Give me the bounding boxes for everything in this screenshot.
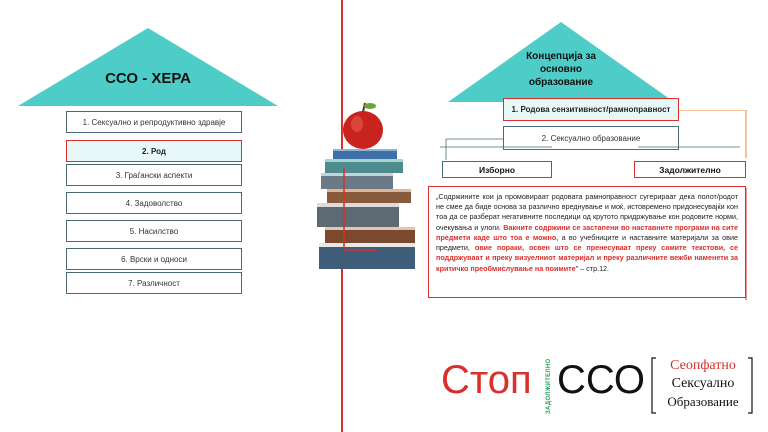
quote-citation: " – стр.12. (575, 263, 610, 273)
brand-line-2: Сексуално (671, 376, 735, 391)
quote-highlight-2: овие пораки, освен што се пренесуваат преку самите текстови, се поддржуваат и преку визуелниот материјал и преку различните вежби наменети за критичко преобмислување на поимите (436, 243, 738, 273)
left-item-2: 2. Род (66, 140, 242, 162)
brand-stop: Стоп (441, 358, 532, 402)
brand-cco: ССО (557, 358, 646, 402)
brand-line-1: Сеопфатно (670, 358, 736, 373)
right-item-2: 2. Сексуално образование (503, 126, 679, 150)
left-item-5: 5. Насилство (66, 220, 242, 242)
left-item-4: 4. Задоволство (66, 192, 242, 214)
brand-vertical-label: ЗАДОЛЖИТЕЛНО (546, 358, 552, 414)
quote-highlight-1: Вакните содржини се застапени во наставните програми на сите предмети каде што тоа е можно, (436, 222, 739, 242)
left-item-6: 6. Врски и односи (66, 248, 242, 270)
right-title (510, 50, 612, 89)
quote-box (428, 186, 746, 298)
right-title-line3: образование (528, 77, 594, 88)
left-title: ССО - ХЕРА (105, 70, 191, 87)
books-apple-image (305, 100, 425, 275)
quote-text-1: „Содржините кои ја промовираат родовата рамноправност сугерираат дека полот/родот не смее да биде основа за различно вреднување и моќ, истовремено придонесувајќи кон тоа да се разберат негативните последици од крутото придржување кон родовите норми, очекувања и улоги. (436, 192, 738, 232)
right-item-1: 1. Родова сензитивност/рамноправност (503, 98, 679, 121)
quote-text-2: а во учебниците и наставните материјали за овие предмети, (436, 232, 739, 253)
mandatory-label: Задолжително (634, 161, 746, 178)
left-item-3: 3. Граѓански аспекти (66, 164, 242, 186)
right-title-line2: основно (540, 64, 582, 75)
optional-label: Изборно (442, 161, 552, 178)
brand-line-3: Образование (667, 394, 739, 409)
left-item-7: 7. Различност (66, 272, 242, 294)
left-item-1: 1. Сексуално и репродуктивно здравје (66, 111, 242, 133)
right-title-line1: Концепција за (526, 51, 596, 62)
left-roof-triangle (18, 28, 278, 108)
